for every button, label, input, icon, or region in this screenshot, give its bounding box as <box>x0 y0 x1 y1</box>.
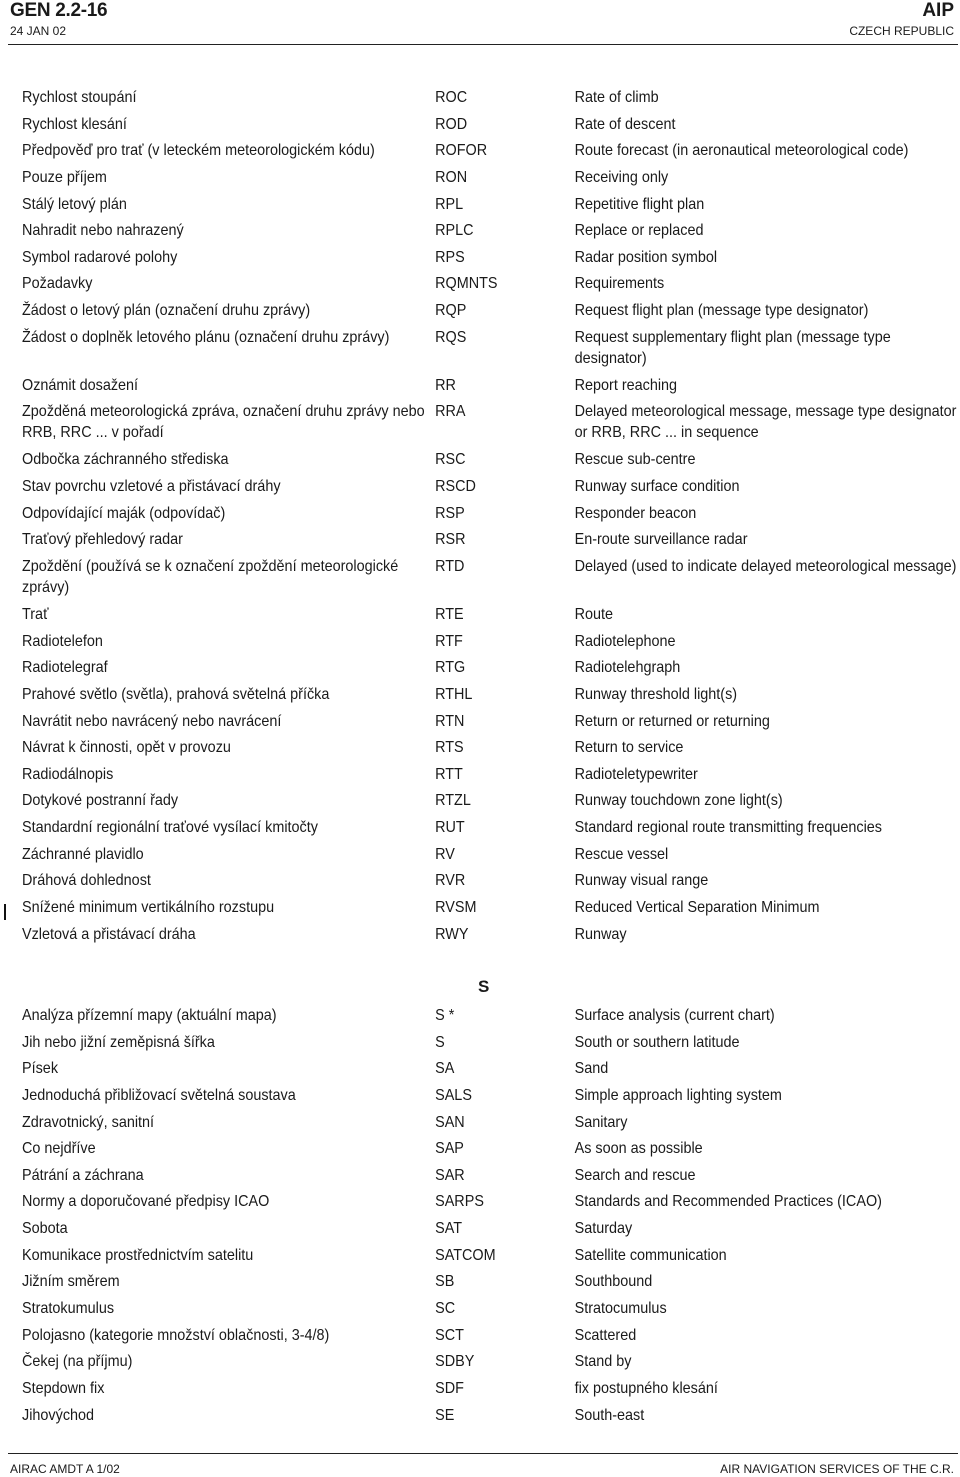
czech-term: Radiodálnopis <box>22 765 114 783</box>
abbreviation: RSR <box>435 531 466 549</box>
table-row <box>22 220 958 247</box>
czech-term: Analýza přízemní mapy (aktuální mapa) <box>22 1007 277 1024</box>
table-row <box>22 327 958 375</box>
publication-name: AIP <box>922 0 954 21</box>
english-term: Runway surface condition <box>574 478 740 496</box>
czech-term: Symbol radarové polohy <box>22 248 178 266</box>
czech-term: Požadavky <box>22 275 93 293</box>
czech-term: Navrátit nebo navrácený nebo navrácení <box>22 712 282 730</box>
czech-term: Snížené minimum vertikálního rozstupu <box>22 899 275 917</box>
table-row <box>22 870 958 897</box>
english-term: Return to service <box>574 739 684 757</box>
english-term: As soon as possible <box>574 1140 703 1158</box>
abbreviation: RPS <box>435 248 465 266</box>
abbreviation: RVR <box>435 872 466 890</box>
abbreviation: RTZL <box>435 792 471 810</box>
english-term: Return or returned or returning <box>574 712 770 730</box>
english-term: Stand by <box>574 1353 632 1371</box>
czech-term: Traťový přehledový radar <box>22 531 183 549</box>
english-term: Surface analysis (current chart) <box>574 1007 775 1024</box>
abbreviation: RTT <box>435 765 463 783</box>
english-term: Runway visual range <box>574 872 709 890</box>
table-row <box>22 449 958 476</box>
english-term: Radiotelephone <box>574 632 676 650</box>
abbreviation: RTE <box>435 605 464 623</box>
table-row <box>22 375 958 402</box>
english-term: Southbound <box>574 1273 653 1291</box>
english-term: Standard regional route transmitting frequencies <box>574 819 882 837</box>
table-row <box>22 1058 958 1085</box>
abbreviation: RPL <box>435 195 464 213</box>
english-term: Route <box>574 605 614 623</box>
abbreviation: SAT <box>435 1220 463 1238</box>
abbreviation: RR <box>435 376 456 394</box>
abbreviations-body-s <box>22 1005 958 1431</box>
czech-term: Polojasno (kategorie množství oblačnosti, 3-4/8) <box>22 1326 330 1344</box>
abbreviation: SALS <box>435 1086 472 1104</box>
table-row <box>22 1405 958 1432</box>
page-header <box>0 0 960 44</box>
section-letter-s: S <box>478 977 490 996</box>
czech-term: Pouze příjem <box>22 168 107 186</box>
english-term: Delayed meteorological message, message type designator or RRB, RRC ... in sequence <box>574 403 957 442</box>
abbreviation: SC <box>435 1300 456 1318</box>
czech-term: Prahové světlo (světla), prahová světelná příčka <box>22 685 330 703</box>
english-term: Receiving only <box>574 168 669 186</box>
table-row <box>22 684 958 711</box>
czech-term: Zdravotnický, sanitní <box>22 1113 155 1131</box>
english-term: Runway touchdown zone light(s) <box>574 792 783 810</box>
table-row <box>22 114 958 141</box>
english-term: Rescue vessel <box>574 845 669 863</box>
abbreviation: RQS <box>435 328 467 346</box>
abbreviation: RON <box>435 168 468 186</box>
english-term: Satellite communication <box>574 1246 727 1264</box>
table-row <box>22 897 958 924</box>
table-row <box>22 1351 958 1378</box>
czech-term: Jednoduchá přibližovací světelná soustava <box>22 1086 296 1104</box>
table-row <box>22 1165 958 1192</box>
czech-term: Co nejdříve <box>22 1140 96 1158</box>
abbreviation: S <box>435 1033 445 1051</box>
abbreviation: SCT <box>435 1326 464 1344</box>
english-term: Rate of climb <box>574 89 659 106</box>
abbreviation: RTG <box>435 659 466 677</box>
abbreviation: RQP <box>435 302 467 320</box>
amendment-label: AIRAC AMDT A 1/02 <box>10 1462 120 1476</box>
table-row <box>22 817 958 844</box>
english-term: Replace or replaced <box>574 222 704 240</box>
abbreviation: RTN <box>435 712 465 730</box>
czech-term: Záchranné plavidlo <box>22 845 144 863</box>
abbreviation: RSP <box>435 504 465 522</box>
english-term: Report reaching <box>574 376 678 394</box>
table-row <box>22 247 958 274</box>
table-row <box>22 300 958 327</box>
english-term: South-east <box>574 1406 645 1424</box>
english-term: Requirements <box>574 275 665 293</box>
czech-term: Předpověď pro trať (v leteckém meteorologickém kódu) <box>22 142 375 160</box>
abbreviation: SB <box>435 1273 455 1291</box>
english-term: South or southern latitude <box>574 1033 740 1051</box>
czech-term: Stepdown fix <box>22 1379 105 1397</box>
table-row <box>22 1325 958 1352</box>
czech-term: Rychlost stoupání <box>22 89 137 106</box>
table-row <box>22 273 958 300</box>
english-term: Runway threshold light(s) <box>574 685 738 703</box>
table-row <box>22 140 958 167</box>
header-divider <box>8 44 958 45</box>
abbreviation: RTF <box>435 632 463 650</box>
english-term: En-route surveillance radar <box>574 531 748 549</box>
english-term: Standards and Recommended Practices (ICAO) <box>574 1193 882 1211</box>
czech-term: Odpovídající maják (odpovídač) <box>22 504 226 522</box>
abbreviation: ROFOR <box>435 142 488 160</box>
table-row <box>22 87 958 114</box>
abbreviation: RVSM <box>435 899 477 917</box>
english-term: Radioteletypewriter <box>574 765 698 783</box>
abbreviation: RV <box>435 845 455 863</box>
czech-term: Návrat k činnosti, opět v provozu <box>22 739 231 757</box>
table-row <box>22 401 958 449</box>
table-row <box>22 1191 958 1218</box>
abbreviation: RQMNTS <box>435 275 498 293</box>
abbreviation: RSCD <box>435 478 476 496</box>
abbreviation: S * <box>435 1007 455 1024</box>
english-term: Search and rescue <box>574 1166 696 1184</box>
english-term: Simple approach lighting system <box>574 1086 782 1104</box>
czech-term: Stálý letový plán <box>22 195 127 213</box>
english-term: Scattered <box>574 1326 637 1344</box>
czech-term: Dotykové postranní řady <box>22 792 179 810</box>
english-term: Sanitary <box>574 1113 628 1131</box>
english-term: Rescue sub-centre <box>574 451 696 469</box>
abbreviation: RTS <box>435 739 464 757</box>
footer-divider <box>8 1453 958 1454</box>
abbreviation: SAN <box>435 1113 465 1131</box>
abbreviation: SAR <box>435 1166 465 1184</box>
table-row <box>22 1298 958 1325</box>
abbreviation: RTHL <box>435 685 473 703</box>
state-name: CZECH REPUBLIC <box>849 24 954 38</box>
table-row <box>22 1271 958 1298</box>
abbreviation: SE <box>435 1406 455 1424</box>
czech-term: Čekej (na příjmu) <box>22 1353 133 1371</box>
czech-term: Vzletová a přistávací dráha <box>22 925 196 943</box>
english-term: fix postupného klesání <box>574 1379 718 1397</box>
czech-term: Rychlost klesání <box>22 115 127 133</box>
abbreviation: RUT <box>435 819 465 837</box>
abbreviation: RWY <box>435 925 469 943</box>
table-row <box>22 194 958 221</box>
table-row <box>22 737 958 764</box>
abbreviations-table-r <box>22 87 958 950</box>
czech-term: Radiotelegraf <box>22 659 108 677</box>
table-row <box>22 844 958 871</box>
english-term: Stratocumulus <box>574 1300 667 1318</box>
czech-term: Komunikace prostřednictvím satelitu <box>22 1246 254 1264</box>
table-row <box>22 529 958 556</box>
abbreviation: SATCOM <box>435 1246 496 1264</box>
english-term: Reduced Vertical Separation Minimum <box>574 899 820 917</box>
abbreviations-table-s <box>22 1005 958 1431</box>
english-term: Delayed (used to indicate delayed meteorological message) <box>574 557 957 575</box>
table-row <box>22 1245 958 1272</box>
english-term: Request supplementary flight plan (message type designator) <box>574 328 891 367</box>
table-row <box>22 1085 958 1112</box>
czech-term: Stratokumulus <box>22 1300 115 1318</box>
table-row <box>22 657 958 684</box>
abbreviation: RTD <box>435 557 465 575</box>
english-term: Route forecast (in aeronautical meteorological code) <box>574 142 909 160</box>
abbreviation: RPLC <box>435 222 474 240</box>
czech-term: Nahradit nebo nahrazený <box>22 222 184 240</box>
czech-term: Jih nebo jižní zeměpisná šířka <box>22 1033 215 1051</box>
table-row <box>22 1005 958 1032</box>
abbreviations-body-r <box>22 87 958 950</box>
abbreviation: SAP <box>435 1140 464 1158</box>
abbreviation: RSC <box>435 451 466 469</box>
english-term: Radiotelehgraph <box>574 659 681 677</box>
english-term: Responder beacon <box>574 504 697 522</box>
czech-term: Žádost o letový plán (označení druhu zprávy) <box>22 302 311 320</box>
abbreviation: SDBY <box>435 1353 475 1371</box>
czech-term: Stav povrchu vzletové a přistávací dráhy <box>22 478 281 496</box>
document-date: 24 JAN 02 <box>10 24 67 38</box>
czech-term: Zpožděná meteorologická zpráva, označení druhu zprávy nebo RRB, RRC ... v pořadí <box>22 403 425 442</box>
czech-term: Zpoždění (používá se k označení zpoždění meteorologické zprávy) <box>22 557 399 596</box>
english-term: Runway <box>574 925 627 943</box>
table-row <box>22 631 958 658</box>
table-row <box>22 556 958 604</box>
czech-term: Radiotelefon <box>22 632 103 650</box>
document-code: GEN 2.2-16 <box>10 0 108 21</box>
czech-term: Normy a doporučované předpisy ICAO <box>22 1193 270 1211</box>
table-row <box>22 924 958 951</box>
czech-term: Písek <box>22 1060 59 1078</box>
abbreviation: SDF <box>435 1379 464 1397</box>
abbreviation: SA <box>435 1060 455 1078</box>
english-term: Sand <box>574 1060 609 1078</box>
abbreviation: RRA <box>435 403 466 421</box>
czech-term: Dráhová dohlednost <box>22 872 151 890</box>
table-row <box>22 1032 958 1059</box>
publisher-label: AIR NAVIGATION SERVICES OF THE C.R. <box>720 1462 954 1476</box>
english-term: Repetitive flight plan <box>574 195 705 213</box>
table-row <box>22 503 958 530</box>
czech-term: Trať <box>22 605 49 623</box>
czech-term: Standardní regionální traťové vysílací kmitočty <box>22 819 318 837</box>
english-term: Saturday <box>574 1220 633 1238</box>
english-term: Radar position symbol <box>574 248 718 266</box>
abbreviation: ROD <box>435 115 468 133</box>
table-row <box>22 1138 958 1165</box>
czech-term: Pátrání a záchrana <box>22 1166 144 1184</box>
table-row <box>22 1218 958 1245</box>
czech-term: Odbočka záchranného střediska <box>22 451 229 469</box>
czech-term: Oznámit dosažení <box>22 376 139 394</box>
table-row <box>22 711 958 738</box>
table-row <box>22 167 958 194</box>
english-term: Request flight plan (message type designator) <box>574 302 869 320</box>
table-row <box>22 604 958 631</box>
czech-term: Sobota <box>22 1220 68 1238</box>
table-row <box>22 1378 958 1405</box>
table-row <box>22 1112 958 1139</box>
english-term: Rate of descent <box>574 115 676 133</box>
table-row <box>22 476 958 503</box>
table-row <box>22 764 958 791</box>
abbreviation: ROC <box>435 89 468 106</box>
amendment-change-bar <box>4 904 6 920</box>
czech-term: Jihovýchod <box>22 1406 95 1424</box>
abbreviation: SARPS <box>435 1193 484 1211</box>
czech-term: Jižním směrem <box>22 1273 120 1291</box>
table-row <box>22 790 958 817</box>
czech-term: Žádost o doplněk letového plánu (označení druhu zprávy) <box>22 328 390 346</box>
